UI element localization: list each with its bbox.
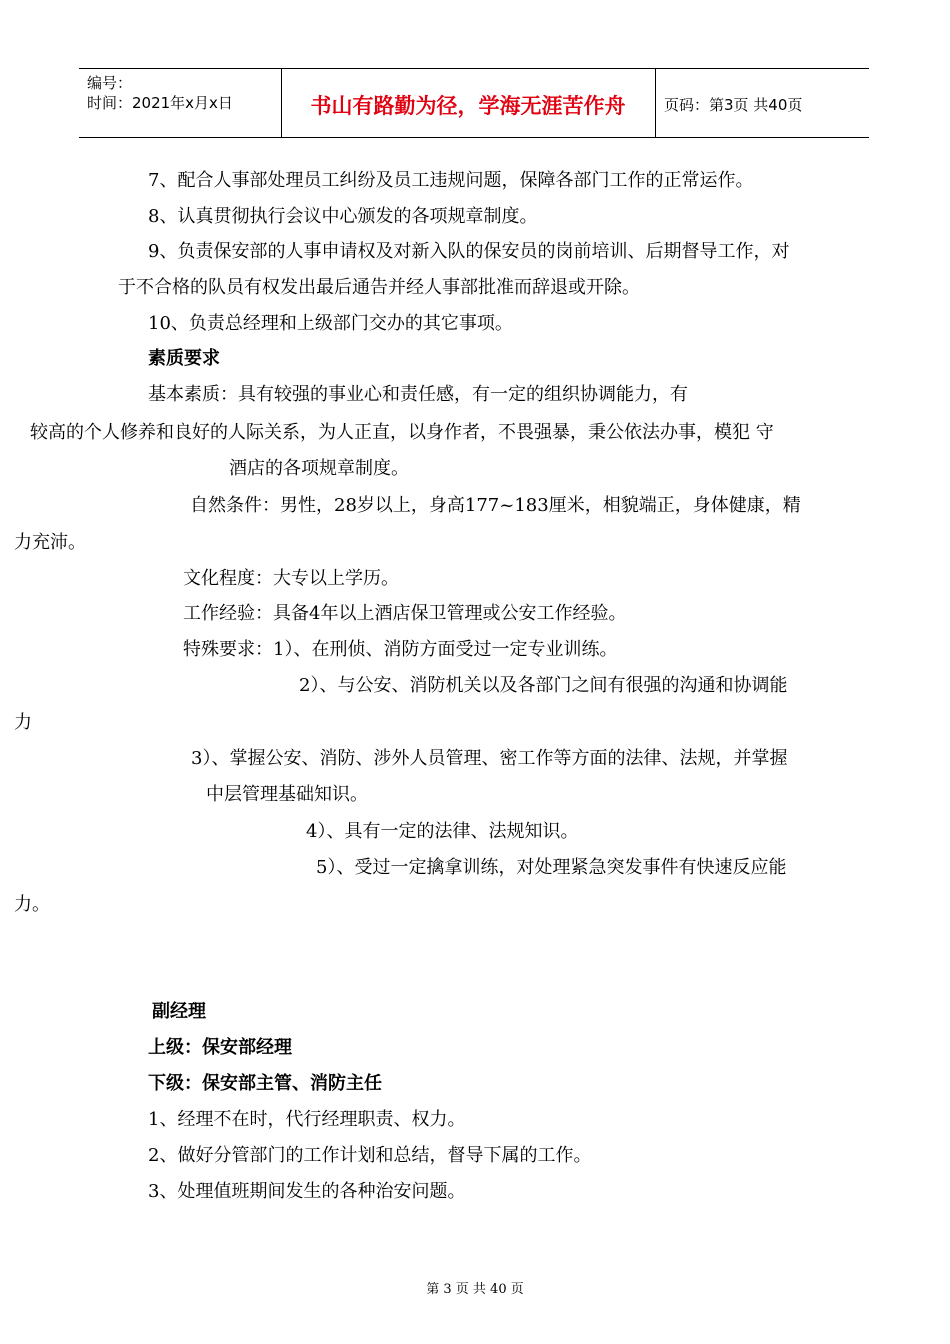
special-requirement-4: 4）、具有一定的法律、法规知识。 — [306, 821, 579, 842]
subordinate-line: 下级：保安部主管、消防主任 — [148, 1073, 382, 1094]
duty-line-10: 10、负责总经理和上级部门交办的其它事项。 — [148, 313, 513, 334]
natural-conditions-cont: 力充沛。 — [14, 532, 86, 553]
special-requirement-3-cont: 中层管理基础知识。 — [206, 784, 368, 805]
duty-line-8: 8、认真贯彻执行会议中心颁发的各项规章制度。 — [148, 206, 538, 227]
natural-conditions: 自然条件：男性，28岁以上，身高177~183厘米，相貌端正，身体健康，精 — [190, 495, 801, 516]
page-header — [79, 68, 869, 138]
special-requirement-1: 特殊要求：1）、在刑侦、消防方面受过一定专业训练。 — [183, 639, 618, 660]
time-label: 时间：2021年x月x日 — [87, 94, 233, 112]
special-requirement-3: 3）、掌握公安、消防、涉外人员管理、密工作等方面的法律、法规，并掌握 — [191, 748, 788, 769]
duty-line-9-cont: 于不合格的队员有权发出最后通告并经人事部批准而辞退或开除。 — [118, 277, 640, 298]
work-experience: 工作经验：具备4年以上酒店保卫管理或公安工作经验。 — [183, 603, 627, 624]
deputy-manager-heading: 副经理 — [152, 1001, 206, 1022]
superior-line: 上级：保安部经理 — [148, 1037, 292, 1058]
header-divider — [655, 69, 656, 137]
special-requirement-2: 2）、与公安、消防机关以及各部门之间有很强的沟通和协调能 — [299, 675, 788, 696]
education-level: 文化程度：大专以上学历。 — [183, 568, 399, 589]
deputy-duty-2: 2、做好分管部门的工作计划和总结，督导下属的工作。 — [148, 1145, 592, 1166]
deputy-duty-1: 1、经理不在时，代行经理职责、权力。 — [148, 1109, 466, 1130]
special-requirement-2-cont: 力 — [14, 712, 32, 733]
header-meta — [87, 73, 233, 113]
deputy-duty-3: 3、处理值班期间发生的各种治安问题。 — [148, 1181, 466, 1202]
basic-quality-cont2: 酒店的各项规章制度。 — [229, 458, 409, 479]
special-requirement-5: 5）、受过一定擒拿训练，对处理紧急突发事件有快速反应能 — [316, 857, 787, 878]
section-heading: 素质要求 — [148, 348, 220, 369]
special-requirement-5-cont: 力。 — [14, 894, 50, 915]
basic-quality-cont: 较高的个人修养和良好的人际关系，为人正直，以身作者，不畏强暴，秉公依法办事，模犯 守 — [30, 422, 774, 443]
basic-quality: 基本素质：具有较强的事业心和责任感，有一定的组织协调能力，有 — [148, 384, 688, 405]
duty-line-9: 9、负责保安部的人事申请权及对新入队的保安员的岗前培训、后期督导工作，对 — [148, 241, 790, 262]
header-motto: 书山有路勤为径，学海无涯苦作舟 — [310, 94, 626, 118]
number-label: 编号： — [87, 74, 133, 92]
page-code: 页码：第3页 共40页 — [664, 96, 803, 114]
page-footer: 第 3 页 共 40 页 — [426, 1282, 524, 1297]
duty-line-7: 7、配合人事部处理员工纠纷及员工违规问题，保障各部门工作的正常运作。 — [148, 170, 754, 191]
